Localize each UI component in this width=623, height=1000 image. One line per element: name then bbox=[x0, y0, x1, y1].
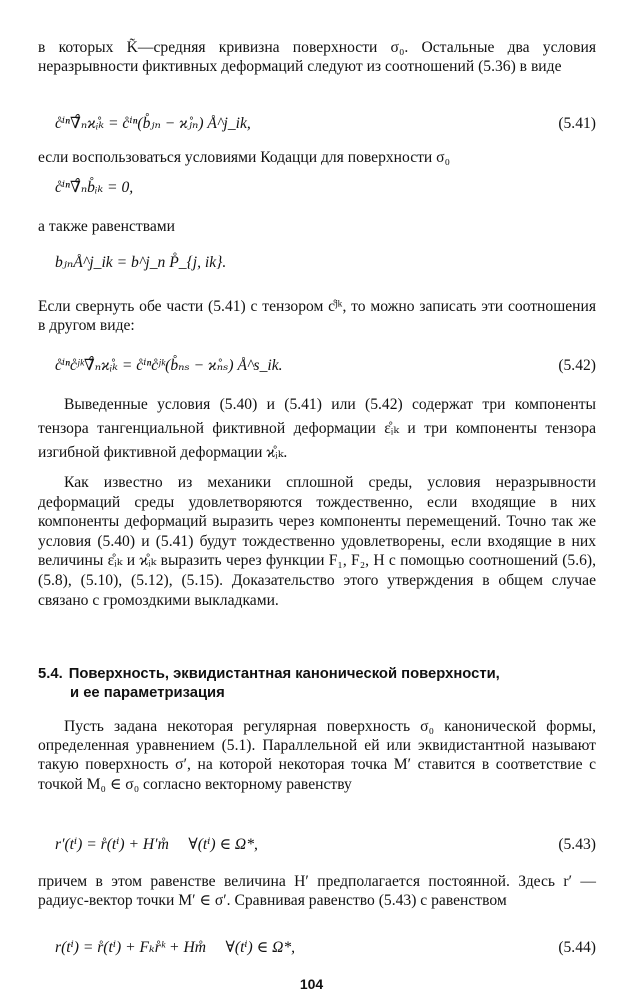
page-number: 104 bbox=[299, 976, 324, 992]
intro-paragraph: в которых K̃—средняя кривизна поверхности σ₀. Остальные два условия неразрывности фиктивных деформаций следуют из соотношений (5.36) в виде bbox=[38, 39, 596, 76]
equalities-text: а также равенствами bbox=[38, 218, 175, 235]
equation-5-43-number: (5.43) bbox=[558, 836, 596, 853]
equation-5-42-formula: c̊ⁱⁿc̊ʲᵏ∇̊ₙϰ̊ᵢₖ = c̊ⁱⁿc̊ʲᵏ(b̊ₙₛ − ϰ̊ₙₛ) Å^s_ik. bbox=[55, 357, 283, 374]
equation-5-43-formula: r′(tⁱ) = r̊(tⁱ) + H′m̊ ∀(tⁱ) ∈ Ω*, bbox=[55, 836, 258, 853]
equation-equalities bbox=[55, 247, 596, 277]
equation-5-41-number: (5.41) bbox=[558, 115, 596, 132]
equation-5-42 bbox=[55, 350, 596, 380]
constant-paragraph: причем в этом равенстве величина H′ предполагается постоянной. Здесь r′ — радиус-вектор точки M′ ∈ σ′. Сравнивая равенство (5.43) с равенством bbox=[38, 873, 596, 910]
equation-5-44-number: (5.44) bbox=[558, 939, 596, 956]
equation-5-44 bbox=[55, 932, 596, 962]
mechanics-paragraph: Как известно из механики сплошной среды, условия неразрывности деформаций среды удовлетворяются тождественно, если входящие в них компоненты деформаций выразить через компоненты перемещений. Точно так же условия (5.40) и (5.41) будут тождественно удовлетворены, если входящие в них величины ε̊ᵢₖ и ϰ̊ᵢₖ выразить через функции F₁, F₂, H с помощью соотношений (5.6), (5.8), (5.10), (5.12), (5.15). Доказательство этого утверждения в общем случае связано с громоздкими выкладками. bbox=[38, 474, 596, 609]
codazzi-text: если воспользоваться условиями Кодацци для поверхности σ₀ bbox=[38, 149, 451, 166]
section-heading bbox=[38, 665, 596, 703]
equation-codazzi-formula: c̊ⁱⁿ∇̊ₙb̊ᵢₖ = 0, bbox=[55, 179, 134, 196]
equation-5-44-formula: r(tⁱ) = r̊(tⁱ) + Fₖr̊ᵏ + Hm̊ ∀(tⁱ) ∈ Ω*, bbox=[55, 939, 296, 956]
section-title-line1: Поверхность, эквидистантная канонической поверхности, bbox=[68, 666, 500, 682]
derived-paragraph: Выведенные условия (5.40) и (5.41) или (5.42) содержат три компоненты тензора тангенциальной фиктивной деформации ε̊ᵢₖ и три компоненты тензора изгибной фиктивной деформации ϰ̊ᵢₖ. bbox=[38, 396, 596, 461]
equation-codazzi bbox=[55, 172, 596, 202]
equation-equalities-formula: bⱼₙÅ^j_ik = b^j_n P̊_{j, ik}. bbox=[55, 254, 227, 271]
surface-paragraph: Пусть задана некоторая регулярная поверхность σ₀ канонической формы, определенная уравнением (5.1). Параллельной ей или эквидистантной называют такую поверхность σ′, на которой некоторая точка M′ ставится в соответствие с точкой M₀ ∈ σ₀ согласно векторному равенству bbox=[38, 718, 596, 793]
equation-5-41-formula: c̊ⁱⁿ∇̊ₙϰ̊ᵢₖ = c̊ⁱⁿ(b̊ⱼₙ − ϰ̊ⱼₙ) Å^j_ik, bbox=[55, 115, 251, 132]
equation-5-42-number: (5.42) bbox=[558, 357, 596, 374]
convolve-paragraph: Если свернуть обе части (5.41) с тензором c̊ʲᵏ, то можно записать эти соотношения в другом виде: bbox=[38, 298, 596, 335]
equation-5-43 bbox=[55, 829, 596, 859]
equation-5-41 bbox=[55, 108, 596, 138]
section-number: 5.4. bbox=[38, 666, 63, 682]
section-title-line2: и ее параметризация bbox=[70, 685, 225, 701]
